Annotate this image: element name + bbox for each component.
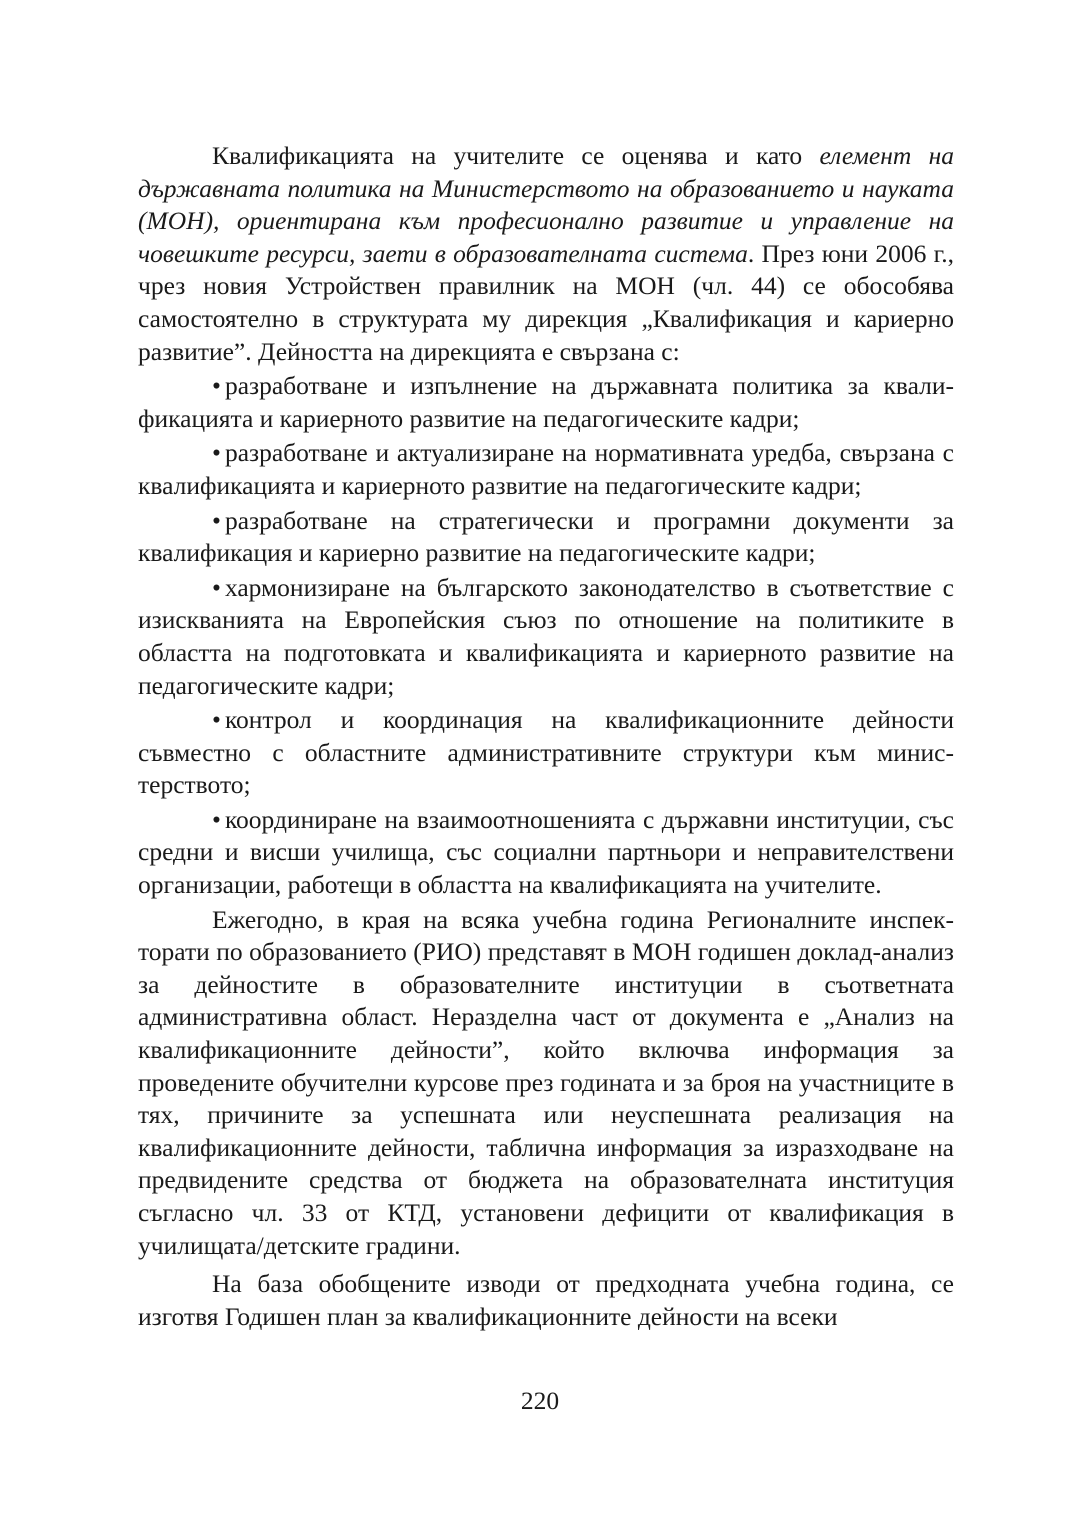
bullet-icon: • bbox=[212, 505, 221, 535]
intro-rest: . През юни 2006 г., чрез новия Устройствен правилник на МОН (чл. 44) се обособява самостоятелно в структурата му дирекция „Квалификация и кариерно развитие”. Дейността на дирекцията е свързана с: bbox=[138, 238, 955, 366]
bullet-text: хармонизиране на българското законодателство в съответствие с изискванията на Европейския съюз по отношение на политиките в областта на подготовката и квалификацията и кариерното развитие на педагогическите кадри; bbox=[138, 572, 954, 700]
bullet-text: контрол и координация на квалификационните дейности съвместно с областните административните структури към министерството; bbox=[138, 705, 954, 800]
bullet-text: разработване и изпълнение на държавната политика за квалификацията и кариерното развитие на педагогическите кадри; bbox=[138, 371, 954, 433]
bullet-icon: • bbox=[212, 705, 221, 735]
annual-plan-paragraph: На база обобщените изводи от предходната учебна година, се изготвя Годишен план за квалификационните дейности на всеки bbox=[138, 1269, 954, 1331]
bullet-item bbox=[138, 437, 954, 502]
intro-emphasis: елемент на държавната политика на Министерството на образованието и науката (МОН), ориентирана към професионално развитие и управление на човешките ресурси, заети в образователната система bbox=[138, 141, 954, 268]
bullet-icon: • bbox=[212, 572, 221, 602]
bullet-text: координиране на взаимоотношенията с държавни институции, със средни и висши училища, със социални партньори и неправителствени организации, работещи в областта на квалификацията на учителите. bbox=[138, 804, 954, 900]
bullet-item bbox=[138, 704, 954, 802]
bullet-item bbox=[138, 572, 954, 702]
bullet-text: разработване и актуализиране на нормативната уредба, свързана с квалификацията и кариерното развитие на педагогическите кадри; bbox=[138, 438, 954, 500]
bullet-icon: • bbox=[212, 804, 221, 834]
bullet-icon: • bbox=[212, 438, 221, 468]
bullet-icon: • bbox=[212, 371, 221, 401]
bullet-text: разработване на стратегически и програмни документи за квалификация и кариерно развитие на педагогическите кадри; bbox=[138, 505, 954, 568]
bullet-item bbox=[138, 804, 954, 902]
page-number: 220 bbox=[520, 1386, 560, 1415]
bullet-item bbox=[138, 370, 954, 435]
body-text bbox=[138, 140, 954, 1333]
rio-report-paragraph: Ежегодно, в края на всяка учебна година Регионалните инспекторати по образованието (РИО) представят в МОН годишен доклад-анализ за дейностите в образователните институции в съответната административна област. Неразделна част от документа е „Анализ на квалификационните дейности”, който включва информация за проведените обучителни курсове през годината и за броя на участниците в тях, причините за успешната или неуспешната реализация на квалификационните дейности, таблична информация за изразходване на предвидените средства от бюджета на образователната институция съгласно чл. 33 от КТД, установени дефицити от квалификация в училищата/детските градини. bbox=[138, 904, 954, 1260]
intro-lead: Квалификацията на учителите се оценява и като bbox=[212, 141, 820, 170]
bullet-item bbox=[138, 505, 954, 570]
intro-paragraph bbox=[138, 140, 954, 368]
